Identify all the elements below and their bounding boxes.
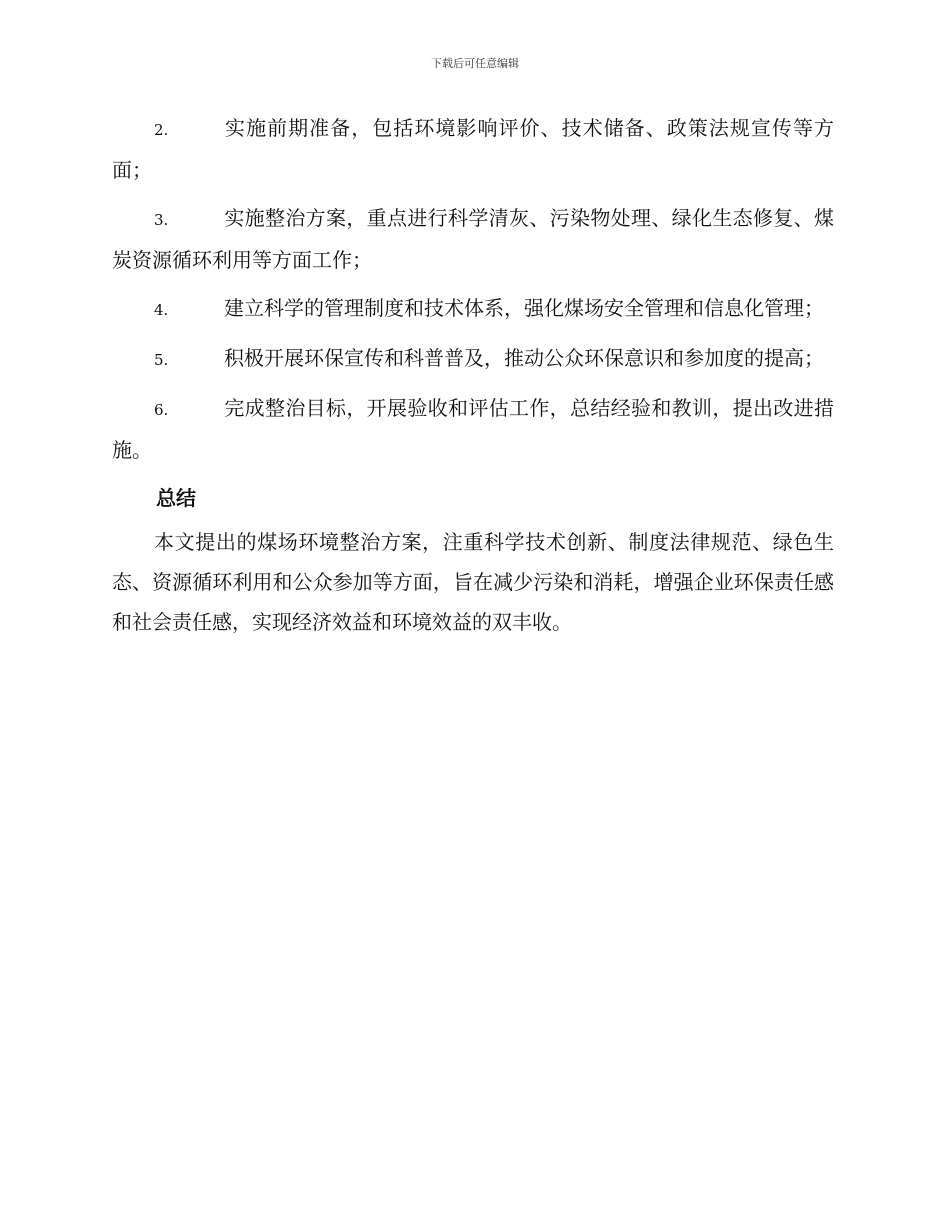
list-item bbox=[112, 198, 834, 280]
page-header: 下载后可任意编辑 bbox=[431, 57, 519, 70]
item-number: 4. bbox=[154, 301, 169, 319]
summary-paragraph: 本文提出的煤场环境整治方案，注重科学技术创新、制度法律规范、绿色生态、资源循环利用和公众参加等方面，旨在减少污染和消耗，增强企业环保责任感和社会责任感，实现经济效益和环境效益的双丰收。 bbox=[112, 530, 834, 634]
item-text: 积极开展环保宣传和科普普及，推动公众环保意识和参加度的提高； bbox=[224, 346, 824, 370]
list-item bbox=[112, 108, 834, 190]
item-text: 建立科学的管理制度和技术体系，强化煤场安全管理和信息化管理； bbox=[224, 296, 824, 320]
item-number: 6. bbox=[154, 401, 169, 419]
item-number: 3. bbox=[154, 211, 169, 229]
item-text: 实施前期准备，包括环境影响评价、技术储备、政策法规宣传等方面； bbox=[112, 116, 834, 182]
list-item bbox=[112, 288, 834, 330]
item-text: 实施整治方案，重点进行科学清灰、污染物处理、绿化生态修复、煤炭资源循环利用等方面工作； bbox=[112, 206, 834, 272]
item-number: 5. bbox=[154, 351, 169, 369]
summary-heading: 总结 bbox=[156, 486, 196, 510]
list-item bbox=[112, 338, 834, 380]
item-number: 2. bbox=[154, 121, 169, 139]
item-text: 完成整治目标，开展验收和评估工作，总结经验和教训，提出改进措施。 bbox=[112, 396, 834, 462]
list-item bbox=[112, 388, 834, 470]
document-content bbox=[112, 108, 834, 642]
